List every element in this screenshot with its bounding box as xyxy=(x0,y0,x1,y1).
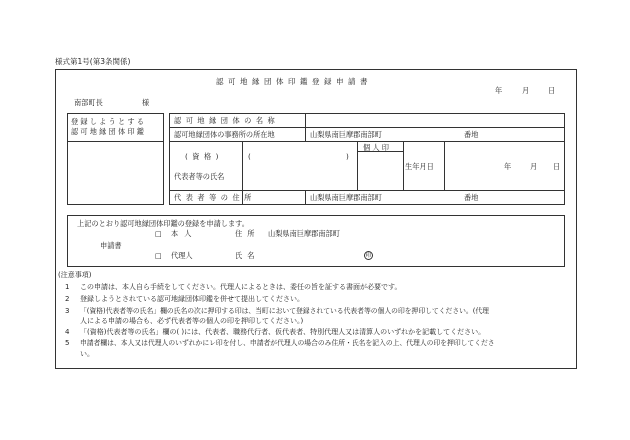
table-col-line xyxy=(444,141,445,190)
birth-month-label: 月 xyxy=(530,162,538,171)
rep-address-value[interactable]: 山梨県南巨摩郡南部町 xyxy=(310,193,382,202)
title-qualification-label: (資格) xyxy=(185,152,223,161)
rep-banchi-label: 番地 xyxy=(464,193,479,202)
rep-address-label: 代表者等の住所 xyxy=(174,193,256,202)
table-col-line xyxy=(305,190,306,205)
date-year-label: 年 xyxy=(495,86,503,95)
title-paren-close: ) xyxy=(346,152,349,161)
note-text: 登録しようとされている認可地縁団体印鑑を併せて提出してください。 xyxy=(80,295,304,303)
note-text: 申請者欄は、本人又は代理人のいずれかにレ印を付し、申請者が代理人の場合のみ住所・氏名を記入の上、代理人の印を押印してくださ xyxy=(80,339,495,347)
application-statement: 上記のとおり認可地縁団体印鑑の登録を申請します。 xyxy=(77,219,249,228)
applicant-label: 申請書 xyxy=(100,241,122,250)
note-number: 5 xyxy=(65,339,70,347)
note-text-continued: い。 xyxy=(80,350,94,358)
applicant-address-label: 住所 xyxy=(235,229,260,238)
seal-label-line1: 登録しようとする xyxy=(71,117,147,126)
note-number: 4 xyxy=(65,328,70,336)
self-label: 本人 xyxy=(171,229,198,238)
org-name-label: 認可地縁団体の名称 xyxy=(174,116,280,125)
office-banchi-label: 番地 xyxy=(464,130,479,139)
table-row-line xyxy=(169,190,565,191)
applicant-address-value[interactable]: 山梨県南巨摩郡南部町 xyxy=(268,229,340,238)
notes-heading: (注意事項) xyxy=(58,271,92,279)
rep-name-label: 代表者等の氏名 xyxy=(174,172,225,181)
table-col-line xyxy=(305,113,306,141)
note-text: 「(資格)代表者等の氏名」欄の( )には、代表者、職務代行者、仮代表者、特別代理人又は清算人のいずれかを記載してください。 xyxy=(80,328,486,336)
seal-box-divider xyxy=(67,141,164,142)
seal-label-line2: 認可地縁団体印鑑 xyxy=(71,127,147,136)
office-address-value[interactable]: 山梨県南巨摩郡南部町 xyxy=(310,130,382,139)
addressee-honorific: 様 xyxy=(142,98,150,107)
note-number: 2 xyxy=(65,295,70,303)
agent-label: 代理人 xyxy=(171,251,193,260)
addressee-name: 南部町長 xyxy=(74,98,103,107)
birth-day-label: 日 xyxy=(553,162,561,171)
birth-year-label: 年 xyxy=(504,162,512,171)
date-month-label: 月 xyxy=(522,86,530,95)
note-text-continued: 人による申請の場合も、必ず代表者等の個人の印を押印してください。) xyxy=(80,317,304,325)
self-checkbox[interactable]: □ xyxy=(155,229,162,238)
date-day-label: 日 xyxy=(548,86,556,95)
agent-checkbox[interactable]: □ xyxy=(155,251,162,260)
table-col-line xyxy=(403,141,404,190)
title-paren-open: ( xyxy=(248,152,251,161)
note-number: 3 xyxy=(65,307,70,315)
note-text: 「(資格)代表者等の氏名」欄の氏名の次に押印する印は、当町において登録されている代表者等の個人の印を押印してください。(代理 xyxy=(80,307,489,315)
applicant-name-label: 氏名 xyxy=(235,251,260,260)
form-title: 認可地縁団体印鑑登録申請書 xyxy=(216,77,372,86)
seal-mark-icon: 印 xyxy=(365,252,372,259)
table-col-line xyxy=(357,141,358,190)
table-row-line xyxy=(169,141,565,142)
form-number: 様式第1号(第3条関係) xyxy=(55,57,131,66)
birthdate-label: 生年月日 xyxy=(405,162,434,171)
table-row-line xyxy=(169,127,565,128)
note-number: 1 xyxy=(65,283,70,291)
personal-seal-label: 個人印 xyxy=(363,143,392,152)
office-address-label: 認可地縁団体の事務所の所在地 xyxy=(174,130,275,139)
note-text: この申請は、本人自ら手続をしてください。代理人によるときは、委任の旨を証する書面が必要です。 xyxy=(80,283,402,291)
